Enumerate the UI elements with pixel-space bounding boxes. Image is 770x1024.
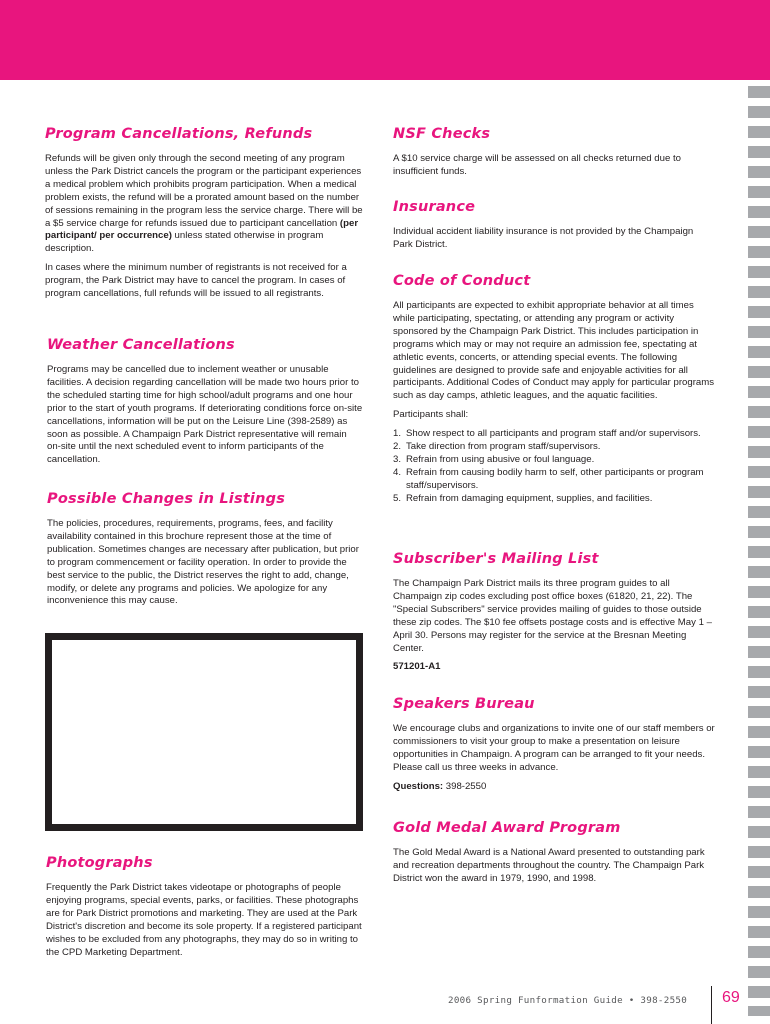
speakers-paragraph: We encourage clubs and organizations to invite one of our staff members or commissioners to visit your group to make a presentation on leisure opportunities in Champaign. A program can be arranged to fit your needs. Please call us three weeks in advance. bbox=[393, 723, 715, 773]
section-title: Weather Cancellations bbox=[47, 337, 235, 353]
section-nsf-checks bbox=[393, 125, 715, 185]
section-mailing-list bbox=[393, 550, 715, 680]
nsf-paragraph: A $10 service charge will be assessed on all checks returned due to insufficient funds. bbox=[393, 153, 681, 177]
section-title: Gold Medal Award Program bbox=[393, 820, 621, 836]
insurance-paragraph: Individual accident liability insurance is not provided by the Champaign Park District. bbox=[393, 226, 694, 250]
footer-guide-title: 2006 Spring Funformation Guide • 398-2550 bbox=[448, 995, 688, 1006]
footer-divider bbox=[711, 986, 712, 1024]
list-item: 4. Refrain from causing bodily harm to self, other participants or program staff/supervisors. bbox=[393, 466, 704, 491]
weather-paragraph: Programs may be cancelled due to inclement weather or unusable facilities. A decision regarding cancellation will be made two hours prior to the scheduled starting time for high school/adult programs and one hour prior to the start of youth programs. If deteriorating conditions force on-site cancellations, information will be put on the Leisure Line (398-2589) as soon as possible. A Champaign Park District representative will remain on-site until the next scheduled event to inform participants of the cancellation. bbox=[47, 364, 363, 466]
conduct-paragraph: All participants are expected to exhibit appropriate behavior at all times while participating, spectating, or attending any program or activity sponsored by the Champaign Park District. This includes participation in programs which may or may not require an admission fee, spectating at athletic events, concerts, or attending special events. The following guidelines are designed to provide safe and enjoyable activities for all participants. Additional Codes of Conduct may apply for particular programs such as day camps, athletic leagues, and the aquatic facilities. bbox=[393, 300, 715, 402]
section-photographs bbox=[46, 854, 362, 965]
conduct-participants-label: Participants shall: bbox=[393, 409, 469, 421]
section-title: Program Cancellations, Refunds bbox=[45, 126, 313, 142]
list-item: 1. Show respect to all participants and program staff and/or supervisors. bbox=[393, 428, 701, 440]
section-speakers-bureau bbox=[393, 695, 715, 800]
edge-stripe-decoration bbox=[748, 86, 770, 1016]
speakers-questions: Questions: 398-2550 bbox=[393, 780, 487, 792]
mailing-paragraph: The Champaign Park District mails its three program guides to all Champaign zip codes excluding post office boxes (61820, 21, 22). The "Special Subscribers" service provides mailing of guides to those outside these zip codes. The $10 fee offsets postage costs and is effective May 1 – April 30. Persons may register for the service at the Bresnan Meeting Center. bbox=[393, 578, 712, 654]
section-title: Possible Changes in Listings bbox=[47, 491, 286, 507]
section-title: Photographs bbox=[46, 855, 153, 871]
photo-placeholder-frame bbox=[45, 633, 363, 831]
list-item: 3. Refrain from using abusive or foul language. bbox=[393, 453, 595, 465]
section-title: NSF Checks bbox=[393, 126, 491, 142]
header-color-bar bbox=[0, 0, 770, 80]
conduct-rules-list bbox=[393, 428, 715, 505]
section-gold-medal bbox=[393, 819, 715, 892]
section-title: Insurance bbox=[393, 199, 476, 215]
section-changes bbox=[47, 490, 365, 614]
gold-medal-paragraph: The Gold Medal Award is a National Award presented to outstanding park and recreation departments throughout the country. The Champaign Park District won the award in 1979, 1990, and 1998. bbox=[393, 847, 705, 884]
section-insurance bbox=[393, 198, 715, 258]
section-refunds bbox=[45, 125, 363, 307]
refunds-paragraph-1: Refunds will be given only through the second meeting of any program unless the Park District cancels the program or the participant experiences a medical problem which prohibits program participation. When a medical problem exists, the refund will be a prorated amount based on the number of sessions remaining in the program less the service charge. There will be a $5 service charge for refunds issued due to participant cancellation (per participant/ per occurrence) unless stated otherwise in program description. bbox=[45, 153, 363, 255]
refunds-paragraph-2: In cases where the minimum number of registrants is not received for a program, the Park District may have to cancel the program. In cases of program cancellations, full refunds will be issued to all registrants. bbox=[45, 262, 347, 300]
section-title: Code of Conduct bbox=[393, 273, 531, 289]
mailing-program-code: 571201-A1 bbox=[393, 661, 441, 673]
section-weather bbox=[47, 336, 363, 473]
section-code-of-conduct bbox=[393, 272, 715, 506]
list-item: 5. Refrain from damaging equipment, supplies, and facilities. bbox=[393, 492, 653, 504]
photographs-paragraph: Frequently the Park District takes videotape or photographs of people enjoying programs, special events, parks, or facilities. These photographs are for Park District promotions and marketing. They are used at the Park District's discretion and become its sole property. If a registered participant wishes to be excluded from any photographs, they may do so in writing to the CPD Marketing Department. bbox=[46, 882, 362, 958]
changes-paragraph: The policies, procedures, requirements, programs, fees, and facility availability contained in this brochure represent those at the time of publication. Sometimes changes are necessary after publication, but prior to program commencement or facility operation. In order to provide the best service to the public, the District reserves the right to add, change, modify, or delete any programs and policies. We apologize for any inconvenience this may cause. bbox=[47, 518, 359, 607]
section-title: Subscriber's Mailing List bbox=[393, 551, 599, 567]
list-item: 2. Take direction from program staff/supervisors. bbox=[393, 441, 601, 453]
section-title: Speakers Bureau bbox=[393, 696, 535, 712]
page-number: 69 bbox=[722, 989, 740, 1006]
